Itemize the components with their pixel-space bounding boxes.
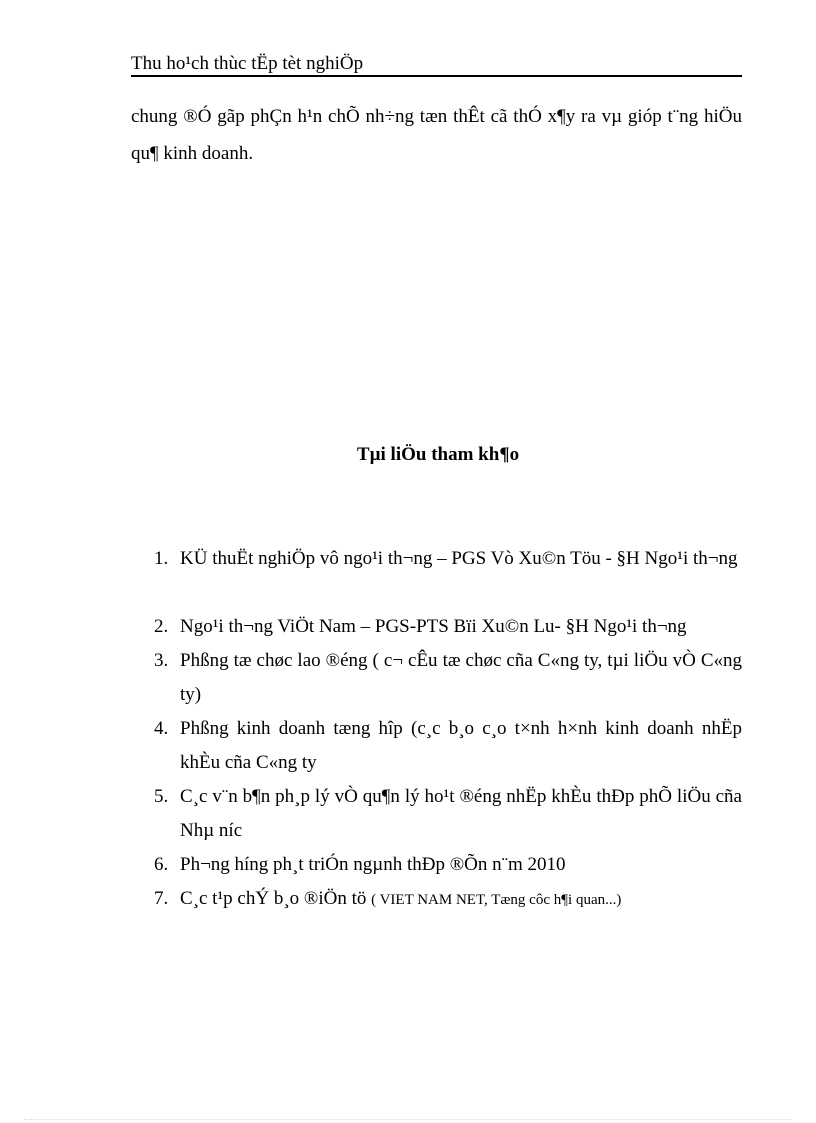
reference-text: Phßng kinh doanh tæng hîp (c¸c b¸o c¸o t×nh h×nh kinh doanh nhËp khÈu cña C«ng ty (180, 718, 742, 773)
reference-number: 6. (154, 854, 169, 875)
reference-number: 7. (154, 888, 169, 909)
references-title: Tµi liÖu tham kh¶o (356, 444, 520, 465)
reference-text: Phßng tæ chøc lao ®éng ( c¬ cÊu tæ chøc cña C«ng ty, tµi liÖu vÒ C«ng ty) (180, 650, 742, 705)
reference-text: KÜ thuËt nghiÖp vô ngo¹i th¬ng – PGS Vò Xu©n Töu - §H Ngo¹i th¬ng (180, 548, 738, 569)
reference-text: Ngo¹i th¬ng ViÖt Nam – PGS-PTS Bïi Xu©n Lu- §H Ngo¹i th¬ng (180, 616, 687, 637)
reference-number: 3. (154, 650, 169, 671)
reference-number: 5. (154, 786, 169, 807)
reference-item-1 (154, 542, 742, 576)
reference-text: C¸c v¨n b¶n ph¸p lý vÒ qu¶n lý ho¹t ®éng nhËp khÈu thÐp phÕ liÖu cña Nhµ níc (180, 786, 742, 841)
reference-item-2 (154, 610, 742, 644)
reference-text-wrapper (154, 882, 742, 917)
page-bottom-border (24, 1119, 792, 1120)
page-header-title: Thu ho¹ch thùc tËp tèt nghiÖp (131, 53, 364, 74)
reference-number: 2. (154, 616, 169, 637)
reference-number: 1. (154, 548, 169, 569)
reference-text: C¸c t¹p chÝ b¸o ®iÖn tö (180, 888, 372, 909)
reference-item-4 (154, 712, 742, 780)
body-paragraph: chung ®Ó gãp phÇn h¹n chÕ nh÷ng tæn thÊt cã thÓ x¶y ra vµ gióp t¨ng hiÖu qu¶ kinh doanh. (131, 106, 742, 164)
reference-item-7 (154, 882, 742, 917)
header-divider (131, 75, 742, 77)
reference-note: ( VIET NAM NET, Tæng côc h¶i quan...) (371, 892, 622, 908)
reference-item-3 (154, 644, 742, 712)
reference-number: 4. (154, 718, 169, 739)
reference-item-5 (154, 780, 742, 848)
reference-text: Ph¬ng híng ph¸t triÓn ngµnh thÐp ®Õn n¨m 2010 (180, 854, 566, 875)
reference-item-6 (154, 848, 742, 882)
